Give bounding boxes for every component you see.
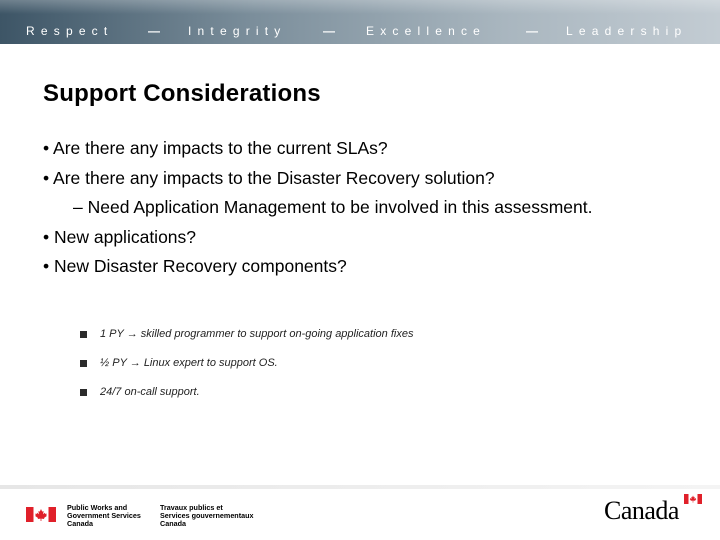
- motto-dash: —: [526, 24, 538, 38]
- resource-text: 1 PY → skilled programmer to support on-going application fixes: [100, 328, 414, 340]
- square-bullet-icon: [80, 360, 87, 367]
- motto-respect: Respect: [26, 24, 114, 38]
- banner-gloss: [0, 0, 720, 14]
- motto-dash: —: [323, 24, 335, 38]
- resource-text: 24/7 on-call support.: [100, 386, 200, 398]
- footer-divider: [0, 485, 720, 489]
- bullet-item: • New Disaster Recovery components?: [43, 256, 347, 276]
- department-line: Canada: [160, 519, 186, 528]
- department-name-english: [67, 504, 141, 528]
- bullet-item: • New applications?: [43, 226, 197, 247]
- resource-text: ½ PY → Linux expert to support OS.: [100, 357, 278, 369]
- department-line: Public Works and: [67, 503, 128, 512]
- sub-bullet-item: – Need Application Management to be involved in this assessment.: [73, 197, 593, 217]
- motto-bar: [26, 24, 700, 40]
- bullet-item: • Are there any impacts to the Disaster Recovery solution?: [43, 167, 495, 188]
- slide-title: Support Considerations: [43, 80, 321, 107]
- department-line: Travaux publics et: [160, 503, 223, 512]
- motto-excellence: Excellence: [366, 24, 487, 38]
- wordmark-text: Canada: [604, 496, 679, 525]
- header-banner: [0, 0, 720, 44]
- department-name-french: [160, 504, 253, 528]
- canada-wordmark: [604, 496, 700, 526]
- bullet-list: [43, 136, 703, 284]
- motto-leadership: Leadership: [566, 24, 688, 38]
- motto-dash: —: [148, 24, 160, 38]
- department-line: Government Services: [67, 511, 141, 520]
- department-line: Canada: [67, 519, 93, 528]
- bullet-item: • Are there any impacts to the current SLAs?: [43, 138, 388, 158]
- wordmark-flag-icon: [684, 494, 702, 504]
- square-bullet-icon: [80, 331, 87, 338]
- motto-integrity: Integrity: [188, 24, 287, 38]
- department-line: Services gouvernementaux: [160, 511, 254, 520]
- square-bullet-icon: [80, 389, 87, 396]
- canada-flag-icon: [26, 507, 56, 522]
